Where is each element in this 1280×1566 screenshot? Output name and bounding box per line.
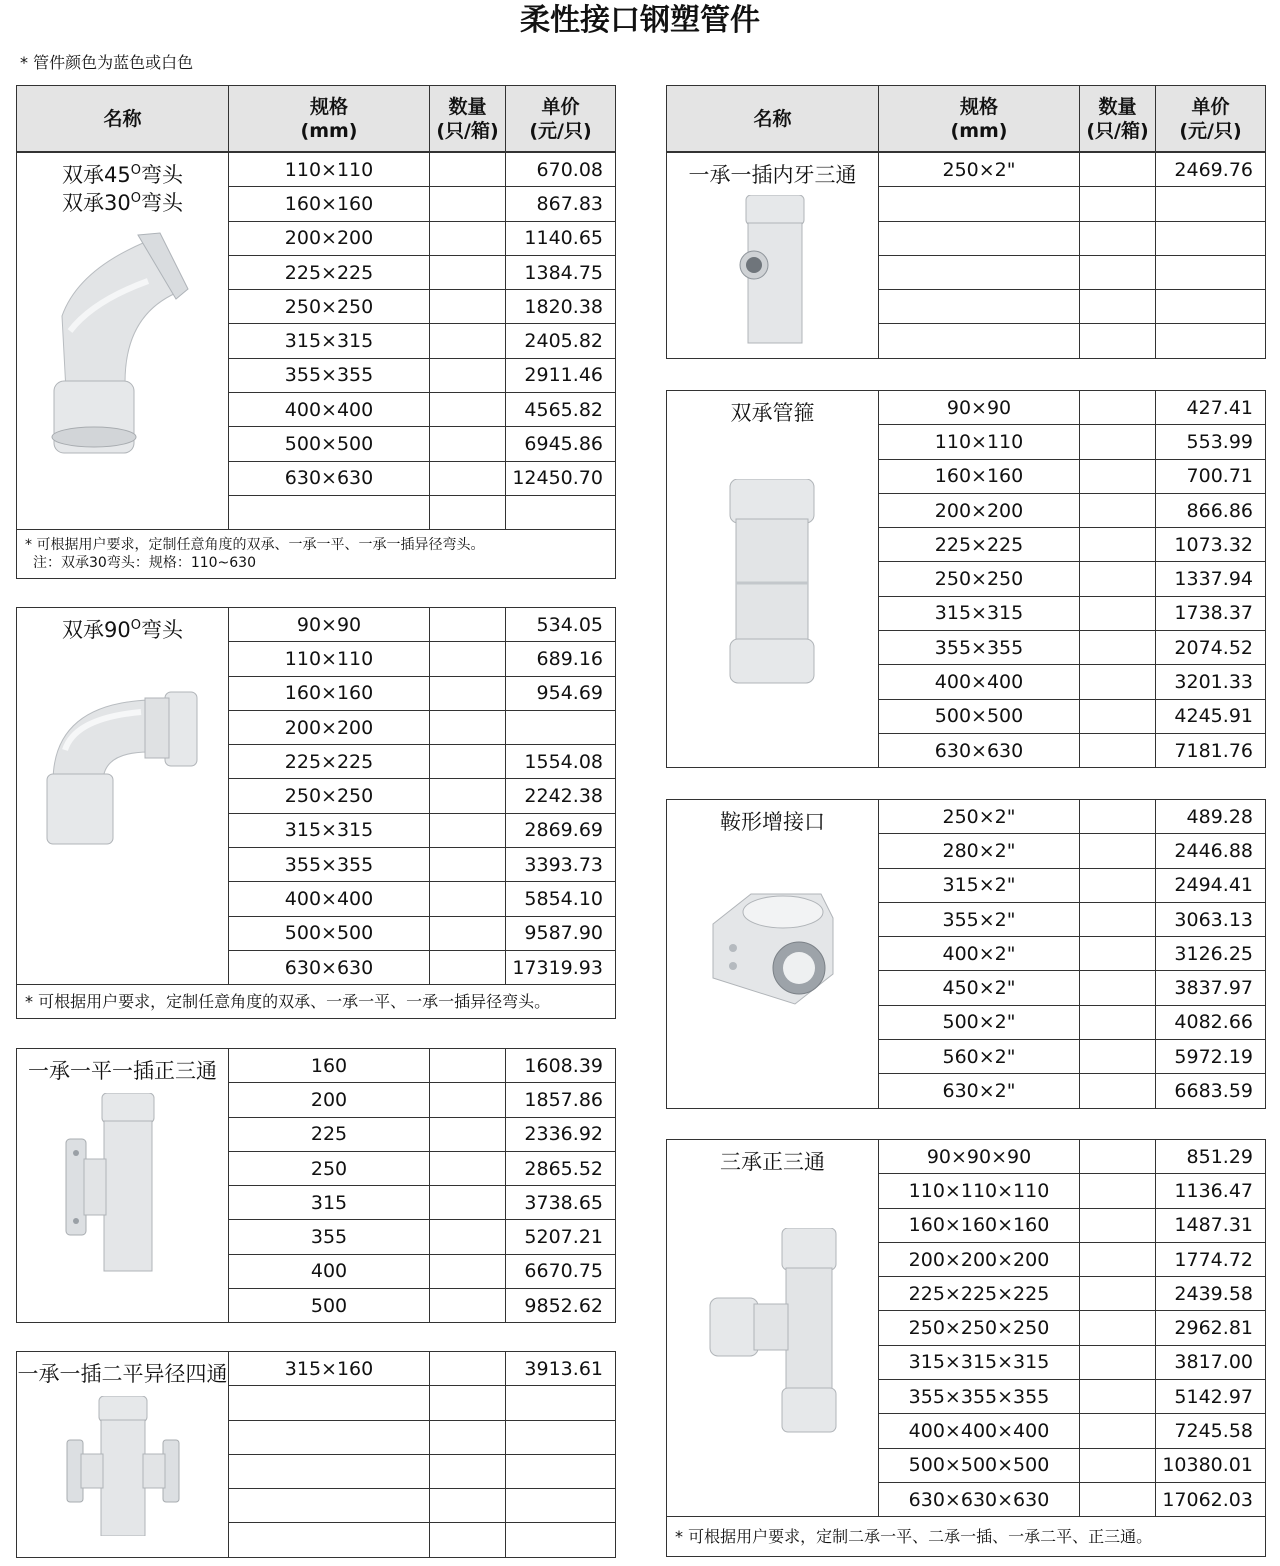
price-cell: 2962.81	[1156, 1311, 1266, 1345]
qty-cell	[1080, 324, 1156, 358]
price-cell: 1337.94	[1156, 562, 1266, 596]
qty-cell	[430, 221, 506, 255]
spec-cell: 250×250	[879, 562, 1080, 596]
price-cell: 7181.76	[1156, 733, 1266, 767]
spec-cell	[879, 221, 1080, 255]
table-row	[667, 153, 1266, 187]
price-cell: 2869.69	[506, 813, 616, 847]
price-cell: 2336.92	[506, 1117, 616, 1151]
price-cell: 700.71	[1156, 459, 1266, 493]
price-cell: 489.28	[1156, 800, 1266, 834]
price-cell	[506, 1454, 616, 1488]
tee3-note: * 可根据用户要求，定制二承一平、二承一插、一承二平、正三通。	[667, 1517, 1266, 1557]
spec-cell: 110×110	[229, 153, 430, 187]
spec-cell: 225×225×225	[879, 1277, 1080, 1311]
spec-cell	[229, 1386, 430, 1420]
qty-cell	[430, 187, 506, 221]
spec-cell	[879, 290, 1080, 324]
spec-cell: 315×160	[229, 1352, 430, 1386]
price-cell: 3837.97	[1156, 971, 1266, 1005]
price-cell: 3063.13	[1156, 902, 1266, 936]
qty-cell	[1080, 562, 1156, 596]
qty-cell	[430, 1186, 506, 1220]
qty-cell	[430, 1049, 506, 1083]
qty-cell	[1080, 493, 1156, 527]
price-cell	[506, 710, 616, 744]
header-name: 名称	[17, 86, 229, 152]
spec-cell: 225	[229, 1117, 430, 1151]
qty-cell	[1080, 1140, 1156, 1174]
qty-cell	[430, 882, 506, 916]
spec-cell: 225×225	[879, 528, 1080, 562]
table-row	[17, 153, 616, 187]
table-row	[17, 1352, 616, 1386]
spec-cell	[229, 1489, 430, 1523]
qty-cell	[1080, 868, 1156, 902]
qty-cell	[1080, 528, 1156, 562]
qty-cell	[430, 1489, 506, 1523]
qty-cell	[430, 1289, 506, 1323]
price-cell	[506, 1489, 616, 1523]
spec-cell	[229, 1420, 430, 1454]
price-cell: 1774.72	[1156, 1242, 1266, 1276]
spec-cell: 160	[229, 1049, 430, 1083]
cross-name-cell: 一承一插二平异径四通	[17, 1352, 229, 1558]
spec-cell: 400	[229, 1254, 430, 1288]
qty-cell	[430, 393, 506, 427]
qty-cell	[430, 1254, 506, 1288]
spec-cell: 250×2"	[879, 800, 1080, 834]
coupling-name-cell: 双承管箍	[667, 391, 879, 768]
qty-cell	[430, 916, 506, 950]
spec-cell: 250×250	[229, 779, 430, 813]
table-row	[17, 1049, 616, 1083]
elbow90-note: * 可根据用户要求，定制任意角度的双承、一承一平、一承一插异径弯头。	[17, 985, 616, 1019]
qty-cell	[1080, 596, 1156, 630]
qty-cell	[1080, 733, 1156, 767]
price-cell: 7245.58	[1156, 1414, 1266, 1448]
price-cell	[506, 495, 616, 529]
coupling-image	[728, 479, 818, 685]
spec-cell: 500×500×500	[879, 1448, 1080, 1482]
qty-cell	[1080, 221, 1156, 255]
qty-cell	[1080, 902, 1156, 936]
price-cell	[1156, 221, 1266, 255]
spec-cell: 200×200	[229, 710, 430, 744]
spec-cell: 500×500	[229, 427, 430, 461]
qty-cell	[1080, 1074, 1156, 1108]
spec-cell: 315×315	[229, 813, 430, 847]
price-cell: 1140.65	[506, 221, 616, 255]
elbow-45-image	[48, 231, 198, 463]
spec-cell: 90×90×90	[879, 1140, 1080, 1174]
price-cell: 5972.19	[1156, 1040, 1266, 1074]
price-cell: 4245.91	[1156, 699, 1266, 733]
saddle-image	[711, 888, 835, 1008]
qty-cell	[1080, 391, 1156, 425]
price-cell: 1487.31	[1156, 1208, 1266, 1242]
spec-cell: 315×315×315	[879, 1345, 1080, 1379]
qty-cell	[430, 779, 506, 813]
qty-cell	[430, 1420, 506, 1454]
header-price: 单价 (元/只)	[1156, 86, 1266, 152]
qty-cell	[430, 495, 506, 529]
qty-cell	[430, 358, 506, 392]
price-cell: 689.16	[506, 642, 616, 676]
qty-cell	[430, 1151, 506, 1185]
price-cell	[506, 1523, 616, 1557]
spec-cell: 160×160	[229, 187, 430, 221]
header-price: 单价 (元/只)	[506, 86, 616, 152]
table-row	[667, 800, 1266, 834]
price-cell: 4082.66	[1156, 1005, 1266, 1039]
qty-cell	[1080, 459, 1156, 493]
price-cell: 2074.52	[1156, 631, 1266, 665]
price-cell: 1554.08	[506, 745, 616, 779]
header-table-left	[16, 85, 616, 152]
price-cell: 3393.73	[506, 848, 616, 882]
spec-cell: 560×2"	[879, 1040, 1080, 1074]
qty-cell	[1080, 1208, 1156, 1242]
spec-cell: 250×250	[229, 290, 430, 324]
qty-cell	[430, 642, 506, 676]
spec-cell: 400×400	[229, 393, 430, 427]
qty-cell	[1080, 1311, 1156, 1345]
header-qty: 数量 (只/箱)	[430, 86, 506, 152]
qty-cell	[1080, 153, 1156, 187]
qty-cell	[1080, 1380, 1156, 1414]
qty-cell	[430, 255, 506, 289]
header-qty: 数量 (只/箱)	[1080, 86, 1156, 152]
color-note: * 管件颜色为蓝色或白色	[20, 53, 194, 72]
spec-cell: 400×400×400	[879, 1414, 1080, 1448]
price-cell	[506, 1386, 616, 1420]
spec-cell: 355×355	[879, 631, 1080, 665]
price-cell: 2865.52	[506, 1151, 616, 1185]
qty-cell	[430, 1523, 506, 1557]
price-cell: 2446.88	[1156, 834, 1266, 868]
spec-cell: 355×355×355	[879, 1380, 1080, 1414]
qty-cell	[430, 1220, 506, 1254]
spec-cell: 630×2"	[879, 1074, 1080, 1108]
price-cell: 5854.10	[506, 882, 616, 916]
qty-cell	[1080, 937, 1156, 971]
qty-cell	[430, 813, 506, 847]
price-cell: 2405.82	[506, 324, 616, 358]
spec-cell: 110×110	[229, 642, 430, 676]
price-cell: 3913.61	[506, 1352, 616, 1386]
price-cell: 670.08	[506, 153, 616, 187]
price-cell: 553.99	[1156, 425, 1266, 459]
coupling-table	[666, 390, 1266, 768]
qty-cell	[1080, 800, 1156, 834]
price-cell: 3817.00	[1156, 1345, 1266, 1379]
spec-cell	[229, 1523, 430, 1557]
qty-cell	[1080, 1005, 1156, 1039]
spec-cell: 630×630	[229, 461, 430, 495]
spec-cell: 160×160	[229, 676, 430, 710]
spec-cell: 630×630	[229, 950, 430, 984]
tee-flange-image	[58, 1093, 188, 1273]
spec-cell	[229, 1454, 430, 1488]
table-row	[17, 608, 616, 642]
price-cell: 1073.32	[1156, 528, 1266, 562]
qty-cell	[1080, 255, 1156, 289]
price-cell: 6670.75	[506, 1254, 616, 1288]
spec-cell: 160×160	[879, 459, 1080, 493]
qty-cell	[1080, 187, 1156, 221]
qty-cell	[430, 848, 506, 882]
spec-cell	[879, 187, 1080, 221]
spec-cell: 500×500	[229, 916, 430, 950]
table-row	[667, 1140, 1266, 1174]
header-spec: 规格 (mm)	[229, 86, 430, 152]
spec-cell: 500×500	[879, 699, 1080, 733]
spec-cell: 630×630×630	[879, 1482, 1080, 1516]
spec-cell: 250	[229, 1151, 430, 1185]
price-cell: 1608.39	[506, 1049, 616, 1083]
spec-cell: 225×225	[229, 745, 430, 779]
tee-thread-image	[738, 195, 808, 345]
price-cell: 12450.70	[506, 461, 616, 495]
qty-cell	[1080, 425, 1156, 459]
qty-cell	[1080, 665, 1156, 699]
spec-cell: 450×2"	[879, 971, 1080, 1005]
spec-cell: 630×630	[879, 733, 1080, 767]
page-title: 柔性接口钢塑管件	[520, 3, 760, 38]
price-cell: 2494.41	[1156, 868, 1266, 902]
elbow90-table	[16, 607, 616, 1019]
table-row	[667, 391, 1266, 425]
spec-cell: 200×200	[879, 493, 1080, 527]
qty-cell	[1080, 1174, 1156, 1208]
price-cell: 954.69	[506, 676, 616, 710]
tee3-image	[708, 1228, 838, 1434]
spec-cell: 355×355	[229, 848, 430, 882]
qty-cell	[1080, 971, 1156, 1005]
spec-cell: 200	[229, 1083, 430, 1117]
price-cell: 4565.82	[506, 393, 616, 427]
spec-cell: 110×110×110	[879, 1174, 1080, 1208]
price-cell: 534.05	[506, 608, 616, 642]
price-cell: 10380.01	[1156, 1448, 1266, 1482]
qty-cell	[430, 290, 506, 324]
spec-cell: 400×2"	[879, 937, 1080, 971]
price-cell	[1156, 290, 1266, 324]
spec-cell: 200×200	[229, 221, 430, 255]
spec-cell: 225×225	[229, 255, 430, 289]
tee-thread-name-cell: 一承一插内牙三通	[667, 153, 879, 359]
price-cell: 851.29	[1156, 1140, 1266, 1174]
spec-cell: 250×2"	[879, 153, 1080, 187]
spec-cell	[879, 255, 1080, 289]
qty-cell	[1080, 1277, 1156, 1311]
price-cell: 9852.62	[506, 1289, 616, 1323]
header-spec: 规格 (mm)	[879, 86, 1080, 152]
price-cell: 2469.76	[1156, 153, 1266, 187]
qty-cell	[1080, 834, 1156, 868]
price-cell	[1156, 324, 1266, 358]
spec-cell: 355×2"	[879, 902, 1080, 936]
elbow45-note: * 可根据用户要求，定制任意角度的双承、一承一平、一承一插异径弯头。 注：双承30弯头：规格：110~630	[17, 530, 616, 579]
header-table-right	[666, 85, 1266, 152]
qty-cell	[1080, 1242, 1156, 1276]
spec-cell: 315	[229, 1186, 430, 1220]
price-cell: 3126.25	[1156, 937, 1266, 971]
elbow90-name-cell: 双承$90^O$弯头	[17, 608, 229, 985]
price-cell: 1857.86	[506, 1083, 616, 1117]
qty-cell	[430, 1083, 506, 1117]
price-cell: 5207.21	[506, 1220, 616, 1254]
qty-cell	[430, 950, 506, 984]
spec-cell	[229, 495, 430, 529]
price-cell	[1156, 187, 1266, 221]
qty-cell	[430, 461, 506, 495]
qty-cell	[430, 324, 506, 358]
price-cell: 2911.46	[506, 358, 616, 392]
qty-cell	[430, 676, 506, 710]
spec-cell: 250×250×250	[879, 1311, 1080, 1345]
spec-cell: 315×315	[229, 324, 430, 358]
saddle-table	[666, 799, 1266, 1109]
price-cell: 3738.65	[506, 1186, 616, 1220]
qty-cell	[430, 1117, 506, 1151]
spec-cell: 400×400	[879, 665, 1080, 699]
qty-cell	[1080, 1482, 1156, 1516]
qty-cell	[1080, 631, 1156, 665]
tee-flange-table	[16, 1048, 616, 1323]
qty-cell	[1080, 1040, 1156, 1074]
price-cell: 6945.86	[506, 427, 616, 461]
saddle-name-cell: 鞍形增接口	[667, 800, 879, 1109]
tee3-table	[666, 1139, 1266, 1557]
qty-cell	[430, 608, 506, 642]
spec-cell: 200×200×200	[879, 1242, 1080, 1276]
price-cell: 866.86	[1156, 493, 1266, 527]
elbow-90-image	[45, 690, 201, 846]
qty-cell	[1080, 290, 1156, 324]
price-cell: 1384.75	[506, 255, 616, 289]
price-cell: 1136.47	[1156, 1174, 1266, 1208]
spec-cell	[879, 324, 1080, 358]
price-cell: 427.41	[1156, 391, 1266, 425]
spec-cell: 355	[229, 1220, 430, 1254]
spec-cell: 90×90	[879, 391, 1080, 425]
cross-image	[65, 1396, 181, 1536]
spec-cell: 280×2"	[879, 834, 1080, 868]
qty-cell	[430, 1386, 506, 1420]
qty-cell	[430, 153, 506, 187]
price-cell: 1738.37	[1156, 596, 1266, 630]
price-cell: 17319.93	[506, 950, 616, 984]
cross-table	[16, 1351, 616, 1558]
price-cell: 6683.59	[1156, 1074, 1266, 1108]
qty-cell	[1080, 1345, 1156, 1379]
price-cell: 3201.33	[1156, 665, 1266, 699]
price-cell: 1820.38	[506, 290, 616, 324]
spec-cell: 500	[229, 1289, 430, 1323]
price-cell: 2242.38	[506, 779, 616, 813]
price-cell: 2439.58	[1156, 1277, 1266, 1311]
spec-cell: 110×110	[879, 425, 1080, 459]
spec-cell: 160×160×160	[879, 1208, 1080, 1242]
spec-cell: 90×90	[229, 608, 430, 642]
spec-cell: 500×2"	[879, 1005, 1080, 1039]
qty-cell	[430, 745, 506, 779]
qty-cell	[1080, 1414, 1156, 1448]
tee-thread-table	[666, 152, 1266, 359]
price-cell	[506, 1420, 616, 1454]
qty-cell	[1080, 699, 1156, 733]
qty-cell	[1080, 1448, 1156, 1482]
qty-cell	[430, 710, 506, 744]
price-cell: 9587.90	[506, 916, 616, 950]
spec-cell: 315×315	[879, 596, 1080, 630]
price-cell	[1156, 255, 1266, 289]
price-cell: 5142.97	[1156, 1380, 1266, 1414]
spec-cell: 400×400	[229, 882, 430, 916]
price-cell: 17062.03	[1156, 1482, 1266, 1516]
spec-cell: 355×355	[229, 358, 430, 392]
qty-cell	[430, 1454, 506, 1488]
qty-cell	[430, 427, 506, 461]
spec-cell: 315×2"	[879, 868, 1080, 902]
elbow45-table	[16, 152, 616, 579]
elbow45-name-cell: 双承$45^O$弯头 双承$30^O$弯头	[17, 153, 229, 530]
price-cell: 867.83	[506, 187, 616, 221]
qty-cell	[430, 1352, 506, 1386]
tee-flange-name-cell: 一承一平一插正三通	[17, 1049, 229, 1323]
tee3-name-cell: 三承正三通	[667, 1140, 879, 1517]
header-name: 名称	[667, 86, 879, 152]
